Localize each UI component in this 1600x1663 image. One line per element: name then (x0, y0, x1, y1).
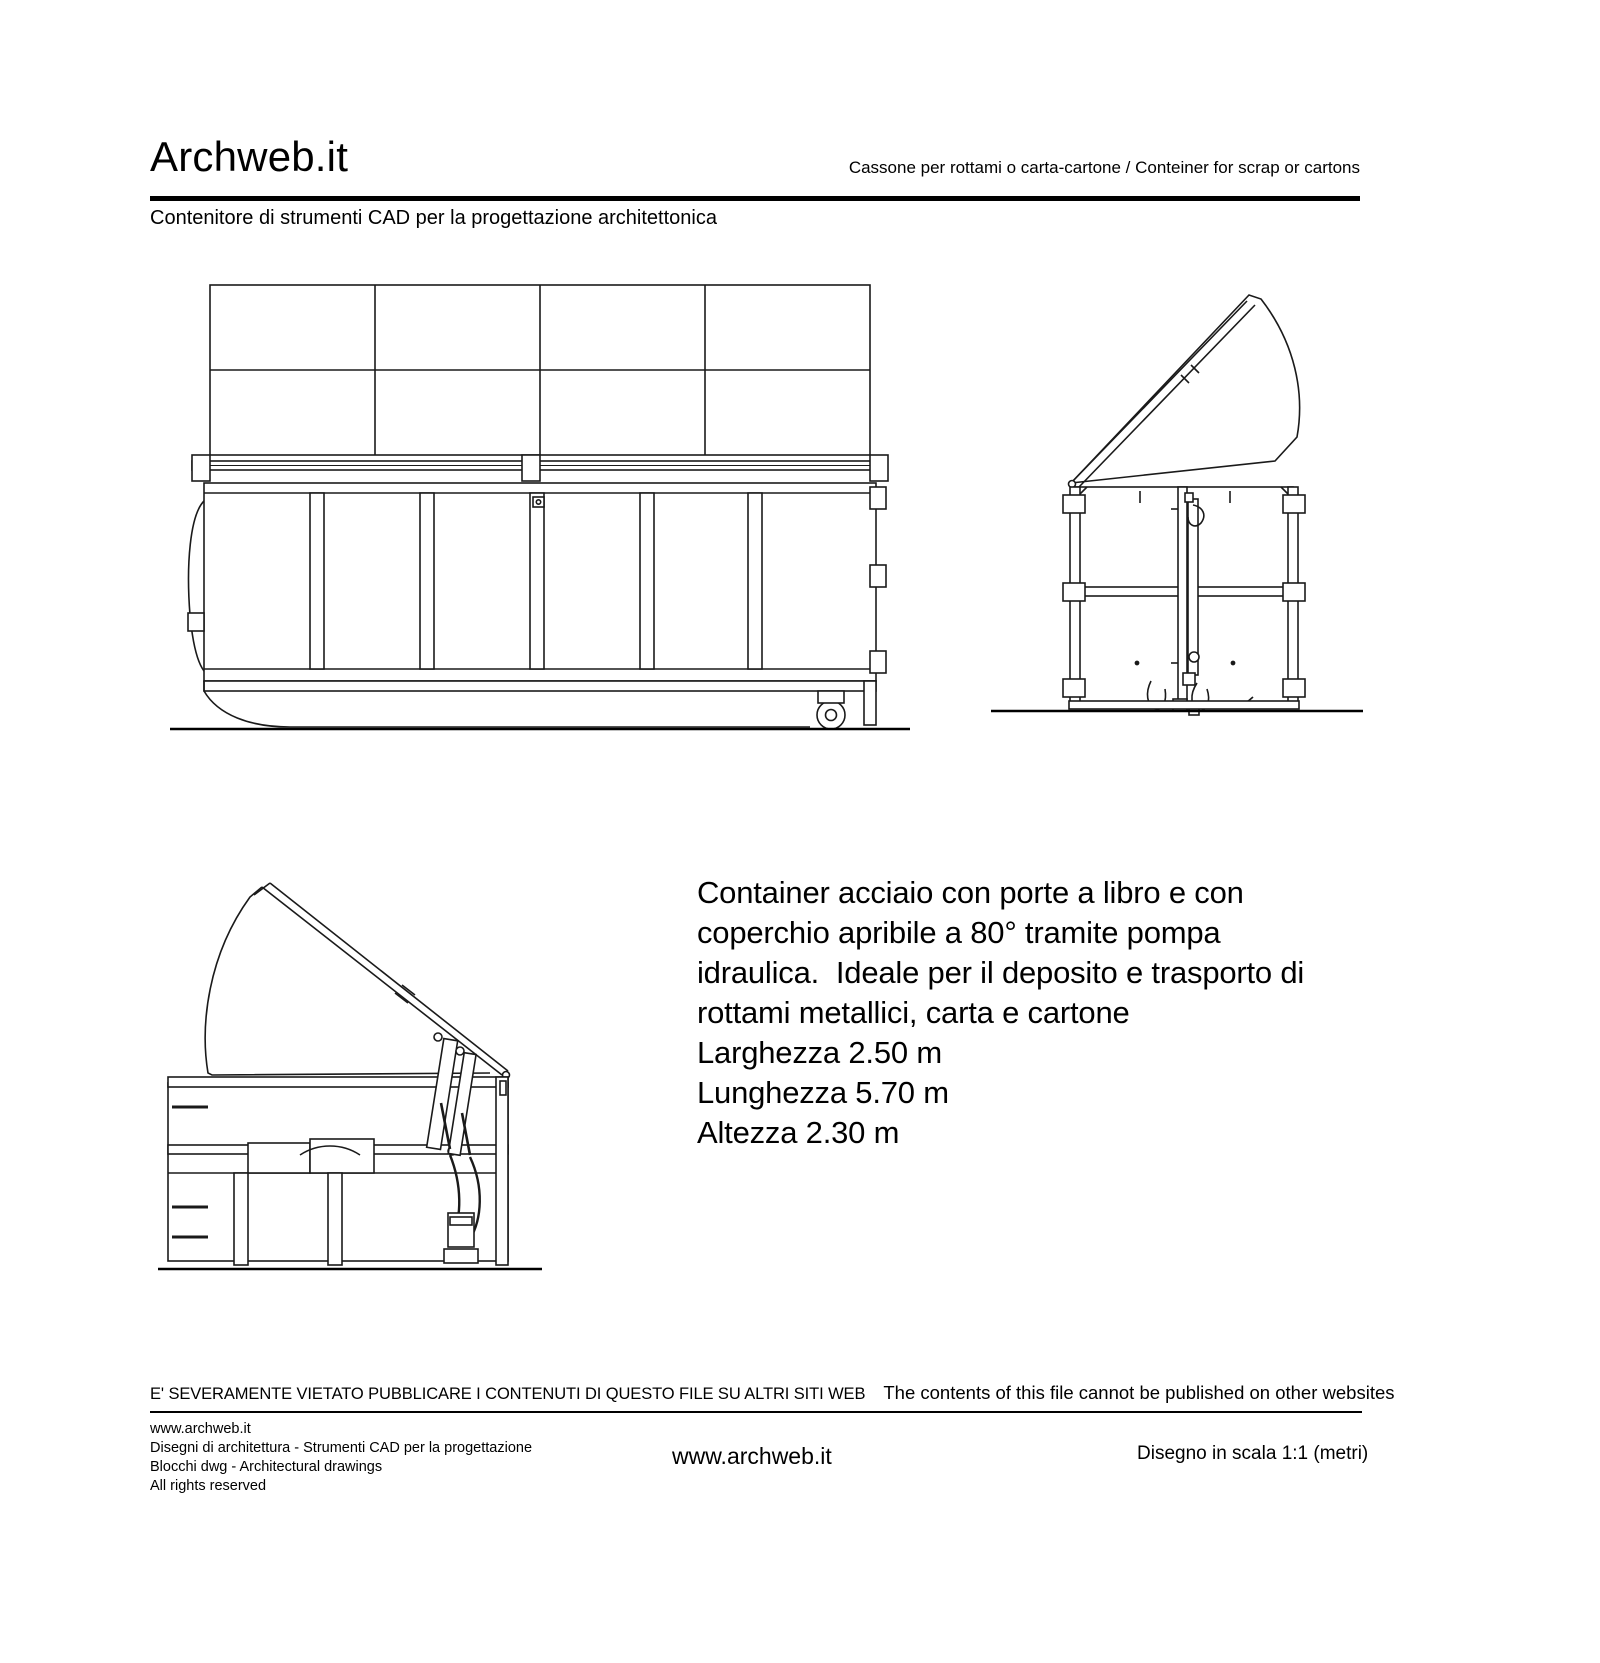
side-elevation-drawing (170, 265, 910, 735)
drawing-subject-title: Cassone per rottami o carta-cartone / Conteiner for scrap or cartons (848, 158, 1360, 177)
dimension-length: Lunghezza 5.70 m (697, 1075, 949, 1110)
footer-website-url[interactable]: www.archweb.it (672, 1443, 832, 1469)
front-elevation-drawing (975, 265, 1375, 725)
dimension-width: Larghezza 2.50 m (697, 1035, 942, 1070)
header-brand-row (150, 133, 1360, 196)
footer-credit-line-1: www.archweb.it (150, 1421, 251, 1437)
description-line-3: idraulica. Ideale per il deposito e trasporto di (697, 955, 1305, 990)
description-line-1: Container acciaio con porte a libro e con (697, 875, 1244, 910)
description-line-2: coperchio apribile a 80° tramite pompa (697, 915, 1221, 950)
brand-title: Archweb.it (150, 133, 349, 180)
page-header (150, 133, 1360, 229)
dimension-height: Altezza 2.30 m (697, 1115, 900, 1150)
copyright-notice-en: The contents of this file cannot be published on other websites (883, 1382, 1395, 1403)
footer-credits (150, 1420, 532, 1496)
copyright-notice-it: E' SEVERAMENTE VIETATO PUBBLICARE I CONTENUTI DI QUESTO FILE SU ALTRI SITI WEB (150, 1385, 866, 1403)
description-line-4: rottami metallici, carta e cartone (697, 995, 1130, 1030)
footer-credit-line-4: All rights reserved (150, 1478, 267, 1494)
description-block (697, 873, 1387, 1153)
footer-credit-line-3: Blocchi dwg - Architectural drawings (150, 1459, 383, 1475)
drawing-scale-note: Disegno in scala 1:1 (metri) (1137, 1443, 1369, 1464)
header-divider (150, 196, 1360, 201)
header-tagline: Contenitore di strumenti CAD per la progettazione architettonica (150, 207, 717, 229)
copyright-notice (150, 1382, 1395, 1404)
section-drawing (150, 825, 550, 1285)
footer-divider (150, 1411, 1362, 1413)
footer-credit-line-2: Disegni di architettura - Strumenti CAD per la progettazione (150, 1440, 533, 1456)
